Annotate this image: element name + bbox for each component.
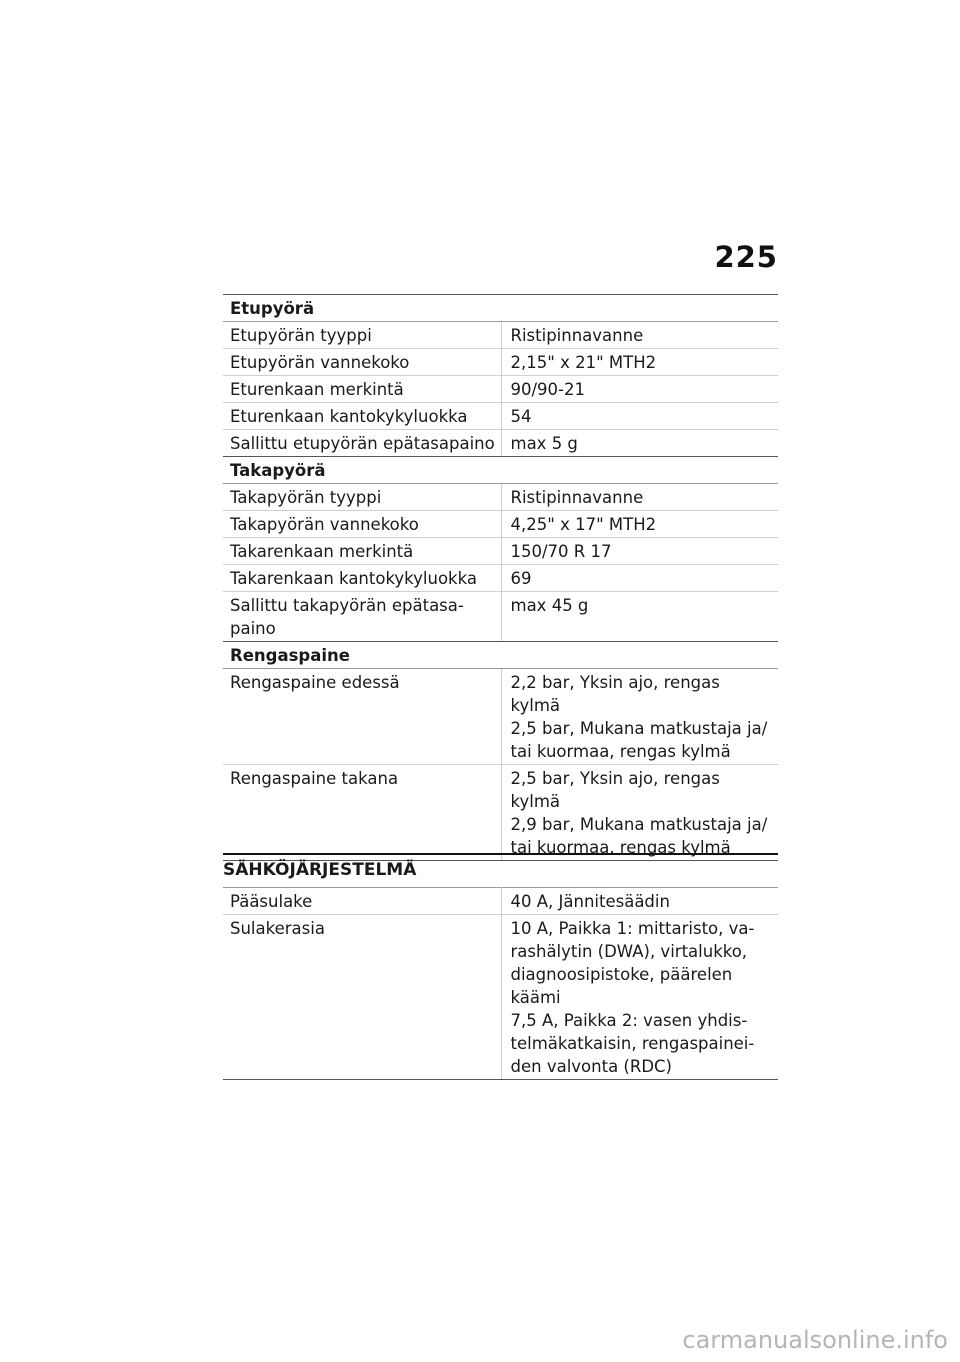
- row-value-line: 2,5 bar, Mukana matkustaja ja/: [510, 719, 768, 738]
- row-value-line: 2,9 bar, Mukana matkustaja ja/: [510, 815, 768, 834]
- table-row: [223, 403, 778, 430]
- row-value: 69: [501, 565, 778, 592]
- row-value: 90/90-21: [501, 376, 778, 403]
- row-label: Takapyörän vannekoko: [223, 511, 501, 538]
- section-title: Etupyörä: [223, 295, 778, 322]
- section-title: Takapyörä: [223, 457, 778, 484]
- row-value-line: tai kuormaa, rengas kylmä: [510, 838, 731, 857]
- row-value: [501, 765, 778, 861]
- row-label: Rengaspaine edessä: [223, 669, 501, 765]
- row-label: Takarenkaan merkintä: [223, 538, 501, 565]
- page-number: 225: [714, 240, 778, 274]
- row-value: 54: [501, 403, 778, 430]
- row-value-line: tai kuormaa, rengas kylmä: [510, 742, 731, 761]
- row-value-line: 7,5 A, Paikka 2: vasen yhdis-: [510, 1011, 748, 1030]
- row-value: max 5 g: [501, 430, 778, 457]
- row-value: 2,15" x 21" MTH2: [501, 349, 778, 376]
- table-row: [223, 538, 778, 565]
- specs-table-electrical: [223, 887, 778, 1080]
- row-value-line: 2,5 bar, Yksin ajo, rengas: [510, 769, 720, 788]
- row-label: Etupyörän tyyppi: [223, 322, 501, 349]
- row-label: Sulakerasia: [223, 915, 501, 1080]
- row-value-line: 2,2 bar, Yksin ajo, rengas: [510, 673, 720, 692]
- row-label-line: Sallittu takapyörän epätasa-: [230, 596, 464, 615]
- table-row: [223, 592, 778, 642]
- table-row: [223, 888, 778, 915]
- section-header-tire-pressure: [223, 642, 778, 669]
- table-row: [223, 669, 778, 765]
- row-value-line: 10 A, Paikka 1: mittaristo, va-: [510, 919, 755, 938]
- electrical-section-title: SÄHKÖJÄRJESTELMÄ: [223, 853, 778, 881]
- row-label-line: paino: [230, 619, 276, 638]
- section-header-rear-wheel: [223, 457, 778, 484]
- table-row: [223, 322, 778, 349]
- watermark: carmanualsonline.info: [682, 1326, 948, 1354]
- row-value: 150/70 R 17: [501, 538, 778, 565]
- row-value-line: käämi: [510, 988, 561, 1007]
- row-label: [223, 592, 501, 642]
- row-value-line: rashälytin (DWA), virtalukko,: [510, 942, 748, 961]
- specs-table-wheels: [223, 294, 778, 861]
- row-value: Ristipinnavanne: [501, 322, 778, 349]
- table-row: [223, 430, 778, 457]
- table-row: [223, 765, 778, 861]
- section-title: Rengaspaine: [223, 642, 778, 669]
- row-value: max 45 g: [501, 592, 778, 642]
- row-value: 40 A, Jännitesäädin: [501, 888, 778, 915]
- row-label: Eturenkaan kantokykyluokka: [223, 403, 501, 430]
- table-row: [223, 565, 778, 592]
- row-value-line: kylmä: [510, 696, 560, 715]
- row-label: Takarenkaan kantokykyluokka: [223, 565, 501, 592]
- row-value: 4,25" x 17" MTH2: [501, 511, 778, 538]
- section-header-front-wheel: [223, 295, 778, 322]
- row-label: Sallittu etupyörän epätasapaino: [223, 430, 501, 457]
- row-label: Pääsulake: [223, 888, 501, 915]
- row-label: Eturenkaan merkintä: [223, 376, 501, 403]
- table-row: [223, 915, 778, 1080]
- table-row: [223, 349, 778, 376]
- row-value: [501, 669, 778, 765]
- table-row: [223, 376, 778, 403]
- row-value-line: kylmä: [510, 792, 560, 811]
- row-label: Rengaspaine takana: [223, 765, 501, 861]
- table-row: [223, 511, 778, 538]
- table-row: [223, 484, 778, 511]
- row-value-line: telmäkatkaisin, rengaspainei-: [510, 1034, 755, 1053]
- row-value: Ristipinnavanne: [501, 484, 778, 511]
- row-label: Takapyörän tyyppi: [223, 484, 501, 511]
- row-value: [501, 915, 778, 1080]
- row-value-line: den valvonta (RDC): [510, 1057, 672, 1076]
- row-value-line: diagnoosipistoke, päärelen: [510, 965, 733, 984]
- row-label: Etupyörän vannekoko: [223, 349, 501, 376]
